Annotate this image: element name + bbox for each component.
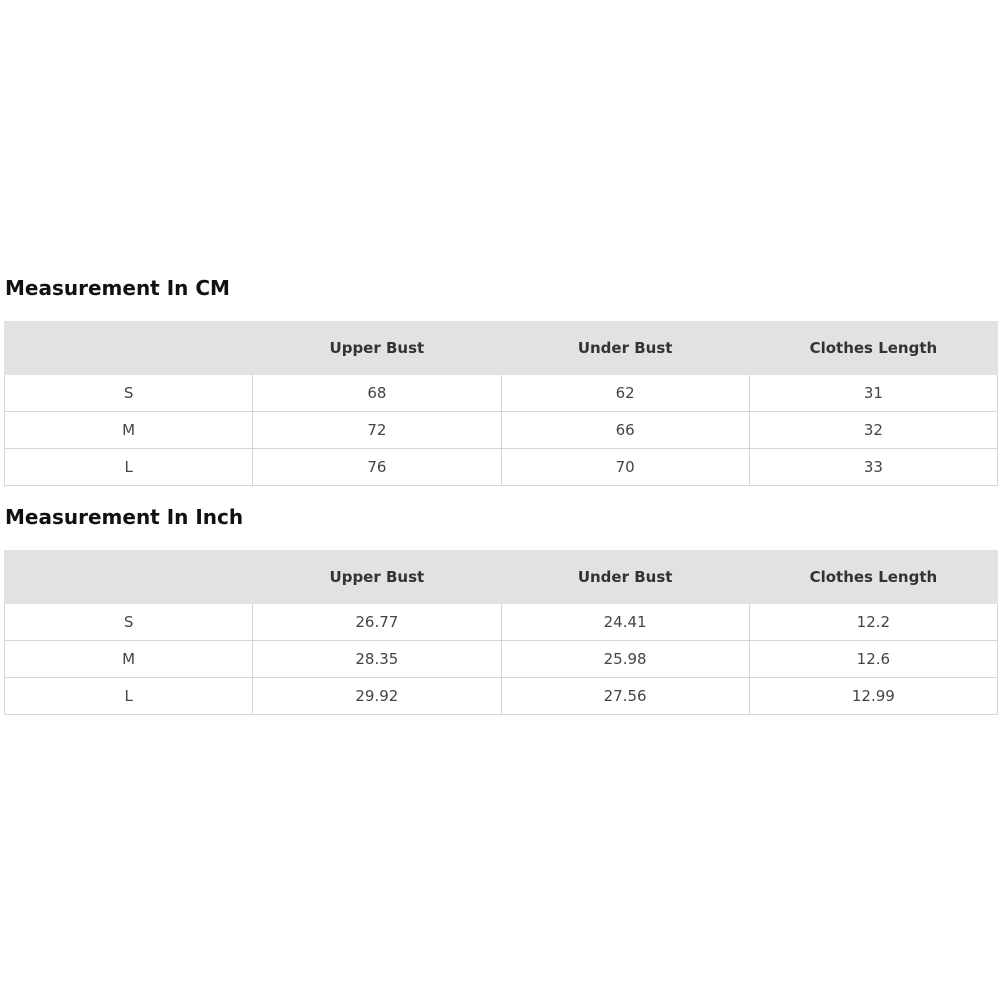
cell-upper-bust: 26.77 — [253, 604, 501, 641]
cell-under-bust: 25.98 — [501, 641, 749, 678]
table-header-row — [5, 322, 998, 375]
cell-upper-bust: 72 — [253, 412, 501, 449]
cell-clothes-length: 32 — [749, 412, 997, 449]
cell-size: S — [5, 604, 253, 641]
table-row — [5, 412, 998, 449]
cell-size: L — [5, 449, 253, 486]
cell-clothes-length: 12.2 — [749, 604, 997, 641]
cell-upper-bust: 68 — [253, 375, 501, 412]
column-header-under-bust: Under Bust — [501, 551, 749, 604]
column-header-size — [5, 551, 253, 604]
cell-size: S — [5, 375, 253, 412]
column-header-under-bust: Under Bust — [501, 322, 749, 375]
cell-under-bust: 27.56 — [501, 678, 749, 715]
column-header-clothes-length: Clothes Length — [749, 322, 997, 375]
section-title-inch: Measurement In Inch — [5, 505, 244, 529]
cell-clothes-length: 31 — [749, 375, 997, 412]
column-header-clothes-length: Clothes Length — [749, 551, 997, 604]
section-title-cm: Measurement In CM — [5, 276, 230, 300]
cell-under-bust: 62 — [501, 375, 749, 412]
cell-upper-bust: 28.35 — [253, 641, 501, 678]
table-row — [5, 604, 998, 641]
cell-size: M — [5, 641, 253, 678]
table-header-row — [5, 551, 998, 604]
cell-clothes-length: 33 — [749, 449, 997, 486]
cell-clothes-length: 12.6 — [749, 641, 997, 678]
cell-upper-bust: 76 — [253, 449, 501, 486]
cell-clothes-length: 12.99 — [749, 678, 997, 715]
column-header-upper-bust: Upper Bust — [253, 322, 501, 375]
cell-upper-bust: 29.92 — [253, 678, 501, 715]
cell-size: M — [5, 412, 253, 449]
cell-under-bust: 24.41 — [501, 604, 749, 641]
column-header-size — [5, 322, 253, 375]
size-table-cm — [4, 321, 998, 486]
table-row — [5, 375, 998, 412]
size-table-inch — [4, 550, 998, 715]
cell-under-bust: 70 — [501, 449, 749, 486]
table-row — [5, 678, 998, 715]
table-row — [5, 641, 998, 678]
column-header-upper-bust: Upper Bust — [253, 551, 501, 604]
cell-size: L — [5, 678, 253, 715]
cell-under-bust: 66 — [501, 412, 749, 449]
table-row — [5, 449, 998, 486]
